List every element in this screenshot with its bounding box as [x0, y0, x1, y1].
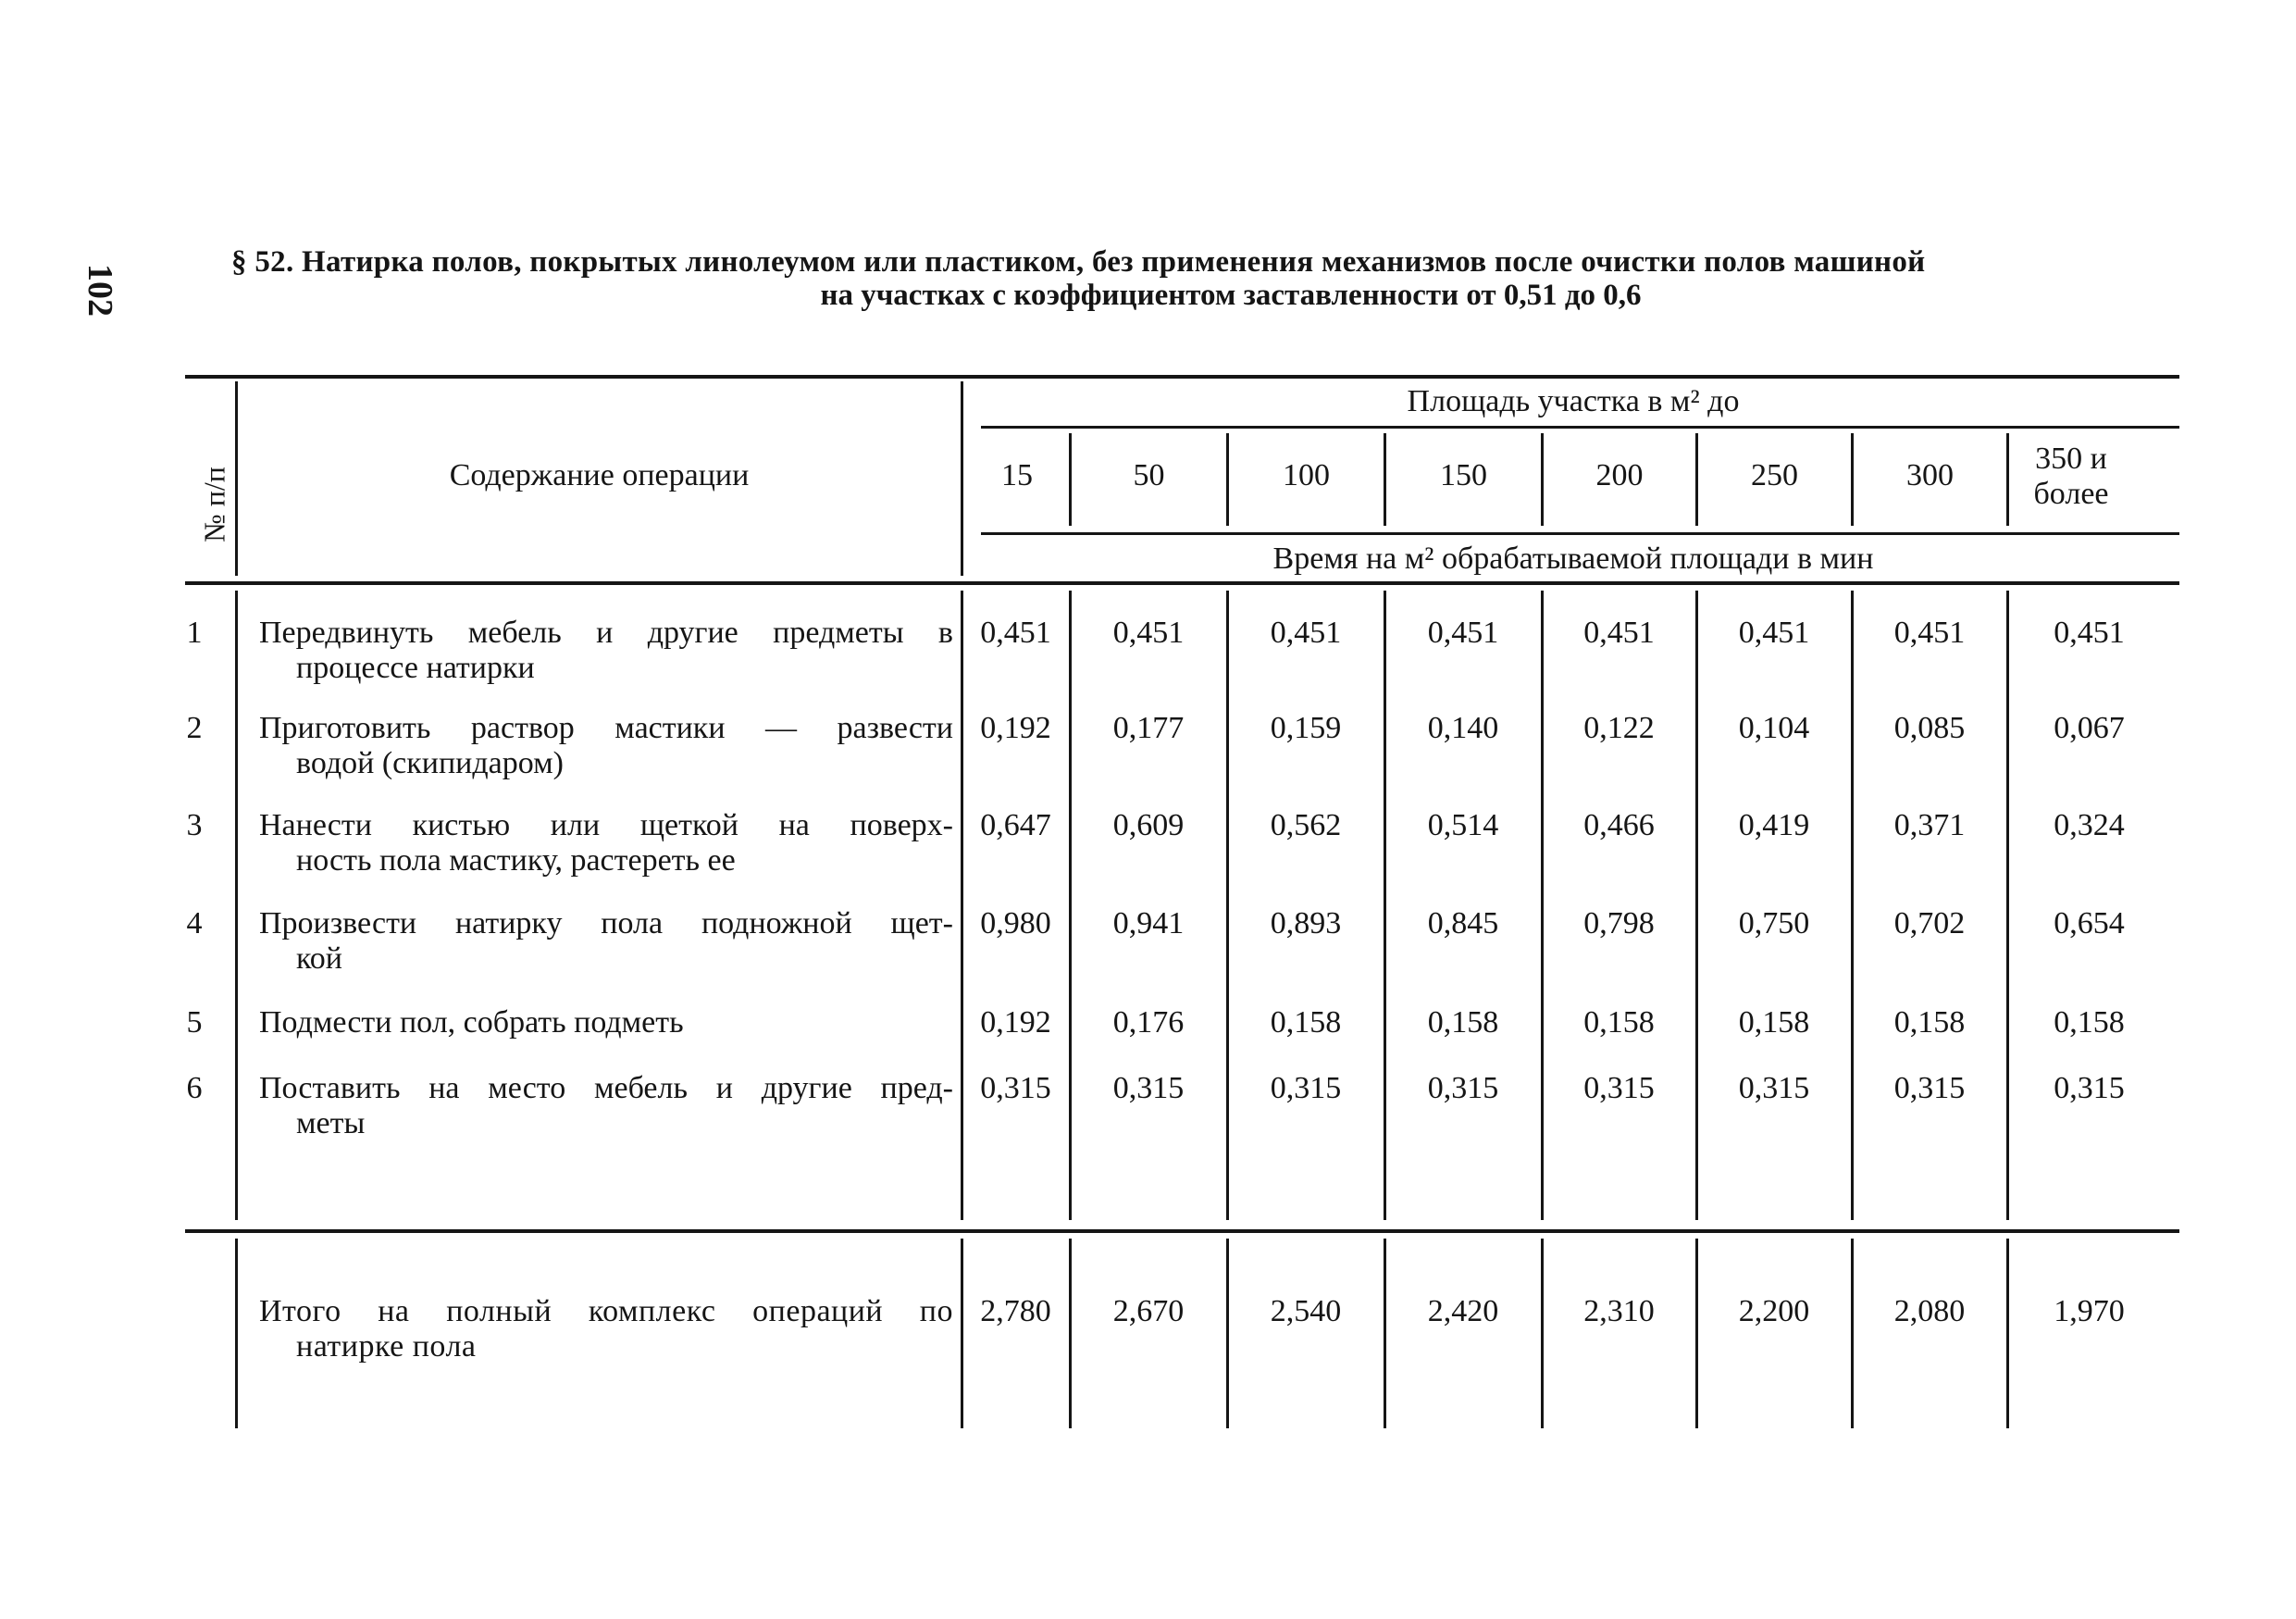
area-col-300: 300 [1906, 458, 1954, 492]
operation-line-2: водой (скипидаром) [296, 746, 564, 780]
body-divider [1541, 591, 1544, 1220]
header-divider [961, 381, 963, 576]
time-value-cell: 0,315 [980, 1071, 1051, 1105]
time-value-cell: 0,140 [1427, 711, 1499, 745]
time-value-cell: 0,647 [980, 808, 1051, 842]
time-value-cell: 0,158 [2054, 1005, 2125, 1040]
total-value-cell: 2,080 [1893, 1294, 1966, 1328]
total-divider [961, 1239, 963, 1428]
total-value-cell: 2,670 [1112, 1294, 1185, 1328]
operation-text [259, 1005, 953, 1040]
title-line-2: на участках с коэффициентом заставленности от 0,51 до 0,6 [820, 279, 1642, 312]
section-title [231, 245, 2119, 312]
total-divider [1384, 1239, 1386, 1428]
time-value-cell: 0,798 [1583, 906, 1655, 940]
area-col-350: 350 и более [2033, 442, 2109, 511]
time-value-cell: 0,315 [1427, 1071, 1499, 1105]
body-divider [1851, 591, 1854, 1220]
total-top-rule [185, 1229, 2179, 1233]
operation-line-2: меты [296, 1106, 366, 1140]
total-value-cell: 2,200 [1738, 1294, 1810, 1328]
time-value-cell: 0,654 [2054, 906, 2125, 940]
total-divider [1695, 1239, 1698, 1428]
time-value-cell: 0,158 [1738, 1005, 1810, 1040]
row-number: 1 [186, 616, 203, 650]
operation-line-2: ность пола мастику, растереть ее [296, 843, 736, 878]
operation-line-1: Поставить на место мебель и другие пред- [259, 1071, 953, 1105]
total-divider [1069, 1239, 1072, 1428]
time-value-cell: 0,067 [2054, 711, 2125, 745]
table-top-rule [185, 375, 2179, 379]
body-divider [1069, 591, 1072, 1220]
time-value-cell: 0,451 [1738, 616, 1810, 650]
operation-line-2: процессе натирки [296, 651, 535, 685]
total-divider [235, 1239, 238, 1428]
time-value-cell: 0,315 [1270, 1071, 1342, 1105]
time-value-cell: 0,466 [1583, 808, 1655, 842]
time-value-cell: 0,159 [1270, 711, 1342, 745]
time-value-cell: 0,192 [980, 711, 1051, 745]
time-value-cell: 0,845 [1427, 906, 1499, 940]
total-value-cell: 2,310 [1583, 1294, 1655, 1328]
header-bottom-rule [185, 581, 2179, 585]
operation-line-1: Приготовить раствор мастики — развести [259, 711, 953, 745]
time-value-cell: 0,750 [1738, 906, 1810, 940]
time-value-cell: 0,176 [1112, 1005, 1185, 1040]
time-header: Время на м² обрабатываемой площади в мин [1272, 542, 1874, 576]
time-value-cell: 0,941 [1112, 906, 1185, 940]
body-divider [1695, 591, 1698, 1220]
area-col-250: 250 [1751, 458, 1798, 492]
area-col-150: 150 [1440, 458, 1487, 492]
area-col-200: 200 [1595, 458, 1644, 492]
operation-line-1: Подмести пол, собрать подметь [259, 1005, 684, 1040]
area-col-50: 50 [1133, 458, 1165, 492]
time-value-cell: 0,315 [1738, 1071, 1810, 1105]
row-number: 4 [186, 906, 203, 940]
operation-line-2: натирке пола [296, 1329, 477, 1364]
time-value-cell: 0,315 [1583, 1071, 1655, 1105]
operation-line-1: Произвести натирку пола подножной щет- [259, 906, 953, 940]
body-divider [1226, 591, 1229, 1220]
time-value-cell: 0,177 [1112, 711, 1185, 745]
area-col-100: 100 [1283, 458, 1330, 492]
time-header-rule [981, 532, 2179, 535]
total-divider [2006, 1239, 2009, 1428]
col-no-header: № п/п [197, 467, 231, 542]
row-number: 5 [186, 1005, 203, 1040]
col-op-header: Содержание операции [449, 458, 750, 492]
page-number: 102 [81, 264, 119, 317]
time-value-cell: 0,893 [1270, 906, 1342, 940]
time-value-cell: 0,158 [1270, 1005, 1342, 1040]
total-divider [1851, 1239, 1854, 1428]
time-value-cell: 0,158 [1427, 1005, 1499, 1040]
time-value-cell: 0,371 [1893, 808, 1966, 842]
operation-text [259, 711, 953, 781]
operation-line-1: Итого на полный комплекс операций по [259, 1294, 953, 1328]
time-value-cell: 0,315 [1893, 1071, 1966, 1105]
total-divider [1541, 1239, 1544, 1428]
operation-text [259, 1071, 953, 1141]
total-value-cell: 2,540 [1270, 1294, 1342, 1328]
time-value-cell: 0,122 [1583, 711, 1655, 745]
header-divider [235, 381, 238, 576]
time-value-cell: 0,158 [1893, 1005, 1966, 1040]
time-value-cell: 0,514 [1427, 808, 1499, 842]
row-number: 3 [186, 808, 203, 842]
total-value-cell: 2,780 [980, 1294, 1051, 1328]
area-col-15: 15 [1001, 458, 1033, 492]
body-divider [1384, 591, 1386, 1220]
time-value-cell: 0,451 [1427, 616, 1499, 650]
operation-text [259, 616, 953, 686]
time-value-cell: 0,158 [1583, 1005, 1655, 1040]
time-value-cell: 0,451 [1112, 616, 1185, 650]
area-header-rule [981, 426, 2179, 429]
operation-text [259, 906, 953, 977]
total-value-cell: 1,970 [2054, 1294, 2125, 1328]
area-header: Площадь участка в м² до [1407, 384, 1740, 418]
time-value-cell: 0,562 [1270, 808, 1342, 842]
time-value-cell: 0,451 [980, 616, 1051, 650]
time-value-cell: 0,451 [1583, 616, 1655, 650]
operation-line-2: кой [296, 941, 342, 976]
time-value-cell: 0,104 [1738, 711, 1810, 745]
time-value-cell: 0,315 [2054, 1071, 2125, 1105]
row-number: 6 [186, 1071, 203, 1105]
total-divider [1226, 1239, 1229, 1428]
time-value-cell: 0,324 [2054, 808, 2125, 842]
operation-line-1: Передвинуть мебель и другие предметы в [259, 616, 953, 650]
time-value-cell: 0,085 [1893, 711, 1966, 745]
time-value-cell: 0,192 [980, 1005, 1051, 1040]
header-divider [2006, 433, 2009, 526]
body-divider [235, 591, 238, 1220]
body-divider [961, 591, 963, 1220]
body-divider [2006, 591, 2009, 1220]
time-value-cell: 0,702 [1893, 906, 1966, 940]
operation-line-1: Нанести кистью или щеткой на поверх- [259, 808, 953, 842]
time-value-cell: 0,980 [980, 906, 1051, 940]
time-value-cell: 0,451 [1893, 616, 1966, 650]
time-value-cell: 0,609 [1112, 808, 1185, 842]
row-number: 2 [186, 711, 203, 745]
operation-text [259, 808, 953, 878]
time-value-cell: 0,451 [2054, 616, 2125, 650]
time-value-cell: 0,451 [1270, 616, 1342, 650]
time-value-cell: 0,419 [1738, 808, 1810, 842]
time-value-cell: 0,315 [1112, 1071, 1185, 1105]
total-value-cell: 2,420 [1427, 1294, 1499, 1328]
title-line-1: § 52. Натирка полов, покрытых линолеумом или пластиком, без применения механизмов после очистки полов машиной [231, 245, 1926, 279]
total-label [259, 1294, 953, 1364]
